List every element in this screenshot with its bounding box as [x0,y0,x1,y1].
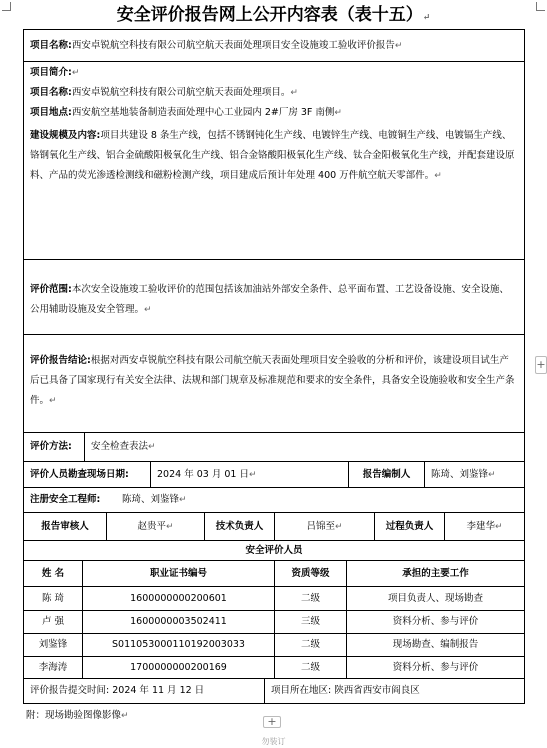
survey-date-value-cell[interactable]: 2024 年 03 月 01 日 ↵ [150,462,348,487]
table-row: 卢 强 1600000003502411 三级 资料分析、参与评价 [23,611,525,634]
review-row [23,513,525,541]
scope-label: 评价范围: [30,284,72,295]
method-value-cell[interactable]: 安全检查表法 ↵ [84,433,524,461]
scope-value[interactable]: 本次安全设施竣工验收评价的范围包括该加油站外部安全条件、总平面布置、工艺设备设施、安全设施、公用辅助设施及安全管理。 [30,284,509,315]
staff-title-row [23,541,525,561]
paragraph-mark: ↵ [422,13,431,23]
method-label-cell: 评价方法: [30,441,72,452]
page-title [0,3,547,27]
evaluation-conclusion-block: 评价报告结论:根据对西安卓锐航空科技有限公司航空航天表面处理项目安全验收的分析和评价，该建设项目试生产后已具备了国家现行有关安全法律、法规和部门规章及标准规范和要求的安全条件，具备安全设施验收和安全生产条件。↵ [23,335,525,433]
title-text: 安全评价报告网上公开内容表（表十五） [116,5,423,25]
project-name2-label: 项目名称: [30,87,72,98]
staff-header-name: 姓 名 [41,567,65,579]
region-cell[interactable]: 项目所在地区: 陕西省西安市阎良区 [264,679,524,703]
staff-header-row [23,561,525,587]
report-author-label-cell: 报告编制人 [348,462,424,487]
project-scale-label: 建设规模及内容: [30,130,101,141]
report-author-value-cell[interactable]: 陈琦、刘鉴锋 ↵ [424,462,524,487]
staff-header-duty: 承担的主要工作 [346,561,524,586]
process-lead-value-cell[interactable]: 李建华 ↵ [444,513,524,540]
staff-title: 安全评价人员 [245,544,303,556]
project-location-label: 项目地点: [30,107,72,118]
staff-header-level: 资质等级 [274,561,346,586]
staff-header-cert: 职业证书编号 [82,561,274,586]
process-lead-label-cell: 过程负责人 [374,513,444,540]
evaluation-scope-block: 评价范围:本次安全设施竣工验收评价的范围包括该加油站外部安全条件、总平面布置、工艺设备设施、安全设施、公用辅助设施及安全管理。↵ [23,260,525,335]
table-row: 刘鉴锋 S011053000110192003033 二级 现场勘查、编制报告 [23,634,525,657]
auditor-label-cell: 报告审核人 [41,520,89,532]
project-name-label: 项目名称: [30,39,72,51]
auditor-value-cell[interactable]: 赵贵平 ↵ [106,513,204,540]
conclusion-value[interactable]: 根据对西安卓锐航空科技有限公司航空航天表面处理项目安全验收的分析和评价，该建设项目试生产后已具备了国家现行有关安全法律、法规和部门规章及标准规范和要求的安全条件，具备安全设施验收和安全生产条件。 [30,355,515,406]
survey-date-row [23,462,525,488]
survey-date-label-cell: 评价人员勘查现场日期: [30,468,129,480]
project-name-row: 项目名称: 西安卓锐航空科技有限公司航空航天表面处理项目安全设施竣工验收评价报告 ↵ [23,29,525,62]
table-row: 陈 琦 1600000000200601 二级 项目负责人、现场勘查 [23,587,525,611]
attachment-note: 附：现场勘验图像影像↵ [26,710,129,721]
submission-row [23,679,525,704]
project-scale-value[interactable]: 项目共建设 8 条生产线，包括不锈钢钝化生产线、电镀锌生产线、电镀铜生产线、电镀镉生产线、铬钢氧化生产线、铝合金硫酸阳极氧化生产线、铝合金铬酸阳极氧化生产线、钛合金阳极氧化生产线，并配套建设原料、产品的荧光渗透检测线和磁粉检测产线，项目建成后预计年处理 400 万件航空航天零部件。 [30,130,515,181]
engineer-label-cell: 注册安全工程师: [30,494,101,505]
project-name2-value[interactable]: 西安卓锐航空科技有限公司航空航天表面处理项目。 [71,87,291,98]
tech-lead-value-cell[interactable]: 吕锦至 ↵ [274,513,374,540]
conclusion-label: 评价报告结论: [30,355,91,366]
submit-date-cell[interactable]: 评价报告提交时间: 2024 年 11 月 12 日 [30,685,205,696]
tech-lead-label-cell: 技术负责人 [204,513,274,540]
safety-engineer-row [23,488,525,513]
add-row-handle-icon[interactable]: + [263,716,281,728]
add-column-handle-icon[interactable]: + [535,356,547,374]
page-cut-text: 勿装订 [261,737,286,746]
project-intro-block: 项目简介:↵ 项目名称:西安卓锐航空科技有限公司航空航天表面处理项目。↵ 项目地点:西安航空基地装备制造表面处理中心工业园内 2#厂房 3F 南侧↵ 建设规模及内容:项目共建设 8 条生产线，包括不锈钢钝化生产线、电镀锌生产线、电镀铜生产线、电镀镉生产线、铬钢氧化生产线、铝合金硫酸阳极氧化生产线、铝合金铬酸阳极氧化生产线、钛合金阳极氧化生产线，并配套建设原料、产品的荧光渗透检测线和磁粉检测产线，项目建成后预计年处理 400 万件航空航天零部件。↵ [23,62,525,260]
project-name-value[interactable]: 西安卓锐航空科技有限公司航空航天表面处理项目安全设施竣工验收评价报告 [71,39,395,51]
project-intro-label: 项目简介: [30,67,72,78]
evaluation-method-row [23,433,525,462]
disclosure-table [23,29,525,704]
project-location-value[interactable]: 西安航空基地装备制造表面处理中心工业园内 2#厂房 3F 南侧 [71,107,335,118]
engineer-value-cell[interactable]: 陈琦、刘鉴锋 ↵ [122,494,187,505]
table-row: 李海涛 1700000000200169 二级 资料分析、参与评价 [23,657,525,679]
